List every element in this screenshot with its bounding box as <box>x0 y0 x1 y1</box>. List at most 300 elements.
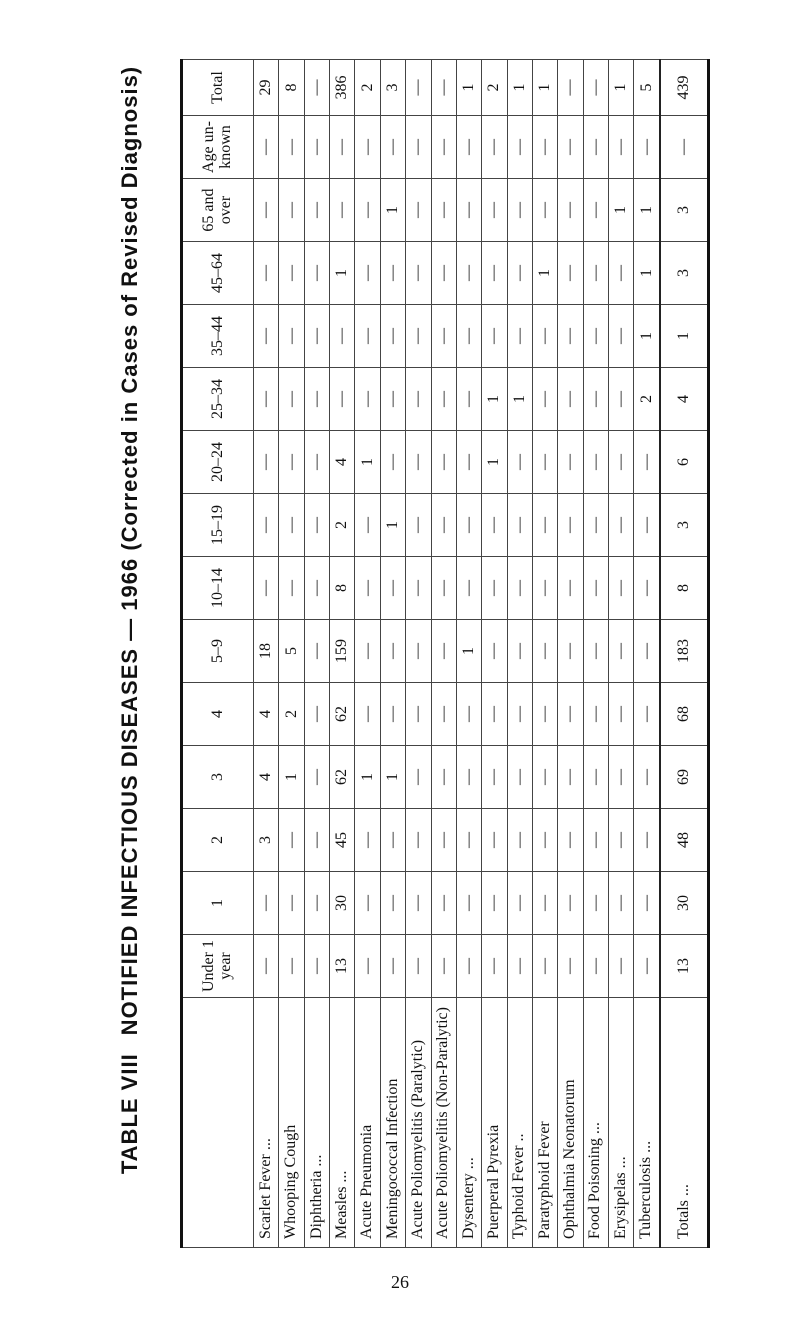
totals-row <box>660 60 709 1248</box>
table-cell: — <box>583 935 608 998</box>
table-cell: — <box>279 494 304 557</box>
table-cell: 1 <box>380 494 405 557</box>
table-cell: — <box>304 557 329 620</box>
table-body <box>254 60 709 1248</box>
table-cell: 30 <box>330 872 355 935</box>
table-cell: — <box>406 368 431 431</box>
table-cell: — <box>634 620 660 683</box>
table-cell: — <box>456 305 481 368</box>
table-cell: — <box>380 683 405 746</box>
table-cell: 8 <box>330 557 355 620</box>
table-cell: — <box>304 242 329 305</box>
table-cell: — <box>507 809 532 872</box>
header-disease <box>182 998 254 1248</box>
table-cell: — <box>330 116 355 179</box>
table-cell: — <box>532 746 557 809</box>
table-cell: — <box>532 683 557 746</box>
disease-name: Diphtheria ... <box>304 998 329 1248</box>
disease-name: Puerperal Pyrexia <box>482 998 507 1248</box>
table-cell: — <box>304 683 329 746</box>
table-cell: — <box>304 305 329 368</box>
table-cell: — <box>583 557 608 620</box>
table-cell: — <box>380 935 405 998</box>
table-cell: — <box>507 746 532 809</box>
table-cell: — <box>279 935 304 998</box>
header-cell: 3 <box>182 746 254 809</box>
table-cell: — <box>456 809 481 872</box>
table-cell: — <box>380 116 405 179</box>
disease-name: Typhoid Fever .. <box>507 998 532 1248</box>
table-cell: — <box>254 494 279 557</box>
totals-cell: 30 <box>660 872 709 935</box>
table-cell: — <box>355 935 380 998</box>
totals-cell: 183 <box>660 620 709 683</box>
table-cell: 45 <box>330 809 355 872</box>
disease-name: Ophthalmia Neonatorum <box>558 998 583 1248</box>
table-cell: — <box>532 935 557 998</box>
table-row <box>583 60 608 1248</box>
table-cell: — <box>609 809 634 872</box>
table-row <box>355 60 380 1248</box>
table-cell: 1 <box>609 179 634 242</box>
table-cell: — <box>380 242 405 305</box>
table-cell: — <box>279 872 304 935</box>
table-cell: — <box>634 746 660 809</box>
totals-cell: 4 <box>660 368 709 431</box>
table-cell: — <box>304 746 329 809</box>
table-cell: — <box>609 935 634 998</box>
table-cell: — <box>355 116 380 179</box>
table-cell: — <box>532 305 557 368</box>
table-cell: — <box>634 557 660 620</box>
table-cell: — <box>634 494 660 557</box>
disease-name: Acute Pneumonia <box>355 998 380 1248</box>
table-cell: — <box>609 116 634 179</box>
table-cell: — <box>507 116 532 179</box>
table-cell: — <box>634 683 660 746</box>
table-cell: — <box>431 116 456 179</box>
table-cell: 1 <box>456 620 481 683</box>
table-row <box>634 60 660 1248</box>
table-cell: — <box>507 557 532 620</box>
table-cell: — <box>558 809 583 872</box>
table-cell: — <box>380 431 405 494</box>
table-cell: 1 <box>380 179 405 242</box>
table-cell: — <box>431 179 456 242</box>
table-cell: — <box>558 305 583 368</box>
table-cell: — <box>431 809 456 872</box>
table-cell: — <box>355 305 380 368</box>
table-cell: — <box>583 305 608 368</box>
table-cell: — <box>456 242 481 305</box>
table-cell: — <box>254 242 279 305</box>
table-row <box>507 60 532 1248</box>
table-cell: 1 <box>482 368 507 431</box>
header-cell: 25–34 <box>182 368 254 431</box>
table-cell: 2 <box>634 368 660 431</box>
table-cell: — <box>456 746 481 809</box>
header-cell: 2 <box>182 809 254 872</box>
table-cell: — <box>304 116 329 179</box>
table-cell: 4 <box>330 431 355 494</box>
table-cell: 3 <box>254 809 279 872</box>
table-cell: — <box>406 60 431 116</box>
table-cell: — <box>431 746 456 809</box>
table-row <box>304 60 329 1248</box>
table-cell: — <box>304 809 329 872</box>
table-cell: — <box>355 557 380 620</box>
disease-name: Meningococcal Infection <box>380 998 405 1248</box>
table-cell: — <box>355 872 380 935</box>
table-cell: — <box>558 242 583 305</box>
table-cell: — <box>558 620 583 683</box>
table-cell: — <box>380 305 405 368</box>
disease-name: Measles ... <box>330 998 355 1248</box>
page-number: 26 <box>391 1272 409 1292</box>
table-cell: — <box>583 431 608 494</box>
table-cell: — <box>406 872 431 935</box>
table-cell: — <box>406 683 431 746</box>
table-cell: — <box>507 242 532 305</box>
totals-cell: 3 <box>660 179 709 242</box>
table-cell: — <box>254 179 279 242</box>
table-cell: — <box>532 809 557 872</box>
disease-name: Whooping Cough <box>279 998 304 1248</box>
totals-cell: — <box>660 116 709 179</box>
table-cell: — <box>355 620 380 683</box>
table-cell: — <box>482 305 507 368</box>
table-cell: 2 <box>482 60 507 116</box>
table-cell: — <box>279 116 304 179</box>
table-cell: 5 <box>634 60 660 116</box>
disease-name: Paratyphoid Fever <box>532 998 557 1248</box>
table-cell: 13 <box>330 935 355 998</box>
table-cell: — <box>507 935 532 998</box>
rotated-table-frame <box>180 71 710 1248</box>
table-cell: — <box>431 60 456 116</box>
table-cell: — <box>406 809 431 872</box>
table-cell: 5 <box>279 620 304 683</box>
table-cell: 386 <box>330 60 355 116</box>
table-cell: — <box>583 809 608 872</box>
table-cell: — <box>279 242 304 305</box>
table-row <box>380 60 405 1248</box>
table-cell: — <box>507 431 532 494</box>
table-cell: — <box>254 368 279 431</box>
table-cell: — <box>482 683 507 746</box>
header-cell: Under 1 year <box>182 935 254 998</box>
table-cell: — <box>456 116 481 179</box>
header-cell: 15–19 <box>182 494 254 557</box>
disease-name: Acute Poliomyelitis (Paralytic) <box>406 998 431 1248</box>
totals-cell: 8 <box>660 557 709 620</box>
totals-cell: 48 <box>660 809 709 872</box>
table-cell: — <box>304 431 329 494</box>
table-cell: — <box>609 557 634 620</box>
table-cell: — <box>558 431 583 494</box>
table-cell: — <box>431 557 456 620</box>
table-cell: — <box>380 368 405 431</box>
table-cell: — <box>634 809 660 872</box>
header-cell: 65 and over <box>182 179 254 242</box>
disease-name: Acute Poliomyelitis (Non-Paralytic) <box>431 998 456 1248</box>
table-cell: — <box>406 620 431 683</box>
totals-cell: 1 <box>660 305 709 368</box>
table-cell: 4 <box>254 746 279 809</box>
table-cell: — <box>634 935 660 998</box>
table-cell: — <box>558 746 583 809</box>
table-caption: NOTIFIED INFECTIOUS DISEASES — 1966 (Corrected in Cases of Revised Diagnosis) <box>117 65 142 1036</box>
table-cell: — <box>330 179 355 242</box>
totals-cell: 439 <box>660 60 709 116</box>
table-cell: — <box>583 746 608 809</box>
table-cell: — <box>431 620 456 683</box>
table-cell: — <box>406 116 431 179</box>
table-cell: 3 <box>380 60 405 116</box>
table-area <box>180 71 710 1248</box>
table-cell: — <box>254 872 279 935</box>
table-cell: — <box>532 431 557 494</box>
disease-name: Scarlet Fever ... <box>254 998 279 1248</box>
header-cell: 10–14 <box>182 557 254 620</box>
totals-cell: 6 <box>660 431 709 494</box>
table-cell: — <box>482 242 507 305</box>
table-cell: — <box>380 557 405 620</box>
table-cell: — <box>482 809 507 872</box>
table-cell: — <box>355 368 380 431</box>
table-cell: — <box>456 935 481 998</box>
table-cell: — <box>330 368 355 431</box>
table-cell: — <box>431 683 456 746</box>
table-cell: — <box>558 179 583 242</box>
table-cell: — <box>583 116 608 179</box>
table-title <box>105 65 155 1175</box>
table-cell: — <box>558 494 583 557</box>
table-cell: — <box>507 872 532 935</box>
table-cell: — <box>304 620 329 683</box>
table-cell: — <box>482 494 507 557</box>
header-cell: 5–9 <box>182 620 254 683</box>
table-cell: — <box>279 305 304 368</box>
table-cell: — <box>609 872 634 935</box>
table-cell: 1 <box>532 60 557 116</box>
table-cell: 8 <box>279 60 304 116</box>
header-cell: 4 <box>182 683 254 746</box>
table-cell: — <box>558 683 583 746</box>
table-row <box>532 60 557 1248</box>
disease-name: Dysentery ... <box>456 998 481 1248</box>
table-cell: — <box>254 935 279 998</box>
table-row <box>609 60 634 1248</box>
table-cell: — <box>583 60 608 116</box>
table-cell: — <box>304 60 329 116</box>
table-cell: — <box>406 242 431 305</box>
table-cell: — <box>532 368 557 431</box>
table-cell: 29 <box>254 60 279 116</box>
disease-name: Food Poisoning ... <box>583 998 608 1248</box>
table-cell: — <box>279 557 304 620</box>
table-cell: 1 <box>279 746 304 809</box>
table-cell: 1 <box>532 242 557 305</box>
table-cell: — <box>254 305 279 368</box>
table-cell: — <box>304 494 329 557</box>
table-cell: — <box>532 179 557 242</box>
table-cell: — <box>279 431 304 494</box>
totals-cell: 69 <box>660 746 709 809</box>
table-cell: — <box>456 431 481 494</box>
table-row <box>558 60 583 1248</box>
table-row <box>482 60 507 1248</box>
table-cell: — <box>431 242 456 305</box>
table-cell: — <box>279 809 304 872</box>
table-cell: 4 <box>254 683 279 746</box>
table-cell: — <box>279 179 304 242</box>
table-cell: 1 <box>634 305 660 368</box>
table-cell: 1 <box>380 746 405 809</box>
table-cell: 1 <box>355 431 380 494</box>
table-cell: — <box>254 557 279 620</box>
table-cell: 1 <box>507 368 532 431</box>
table-cell: — <box>583 242 608 305</box>
table-cell: — <box>532 116 557 179</box>
table-cell: — <box>583 683 608 746</box>
table-cell: — <box>583 872 608 935</box>
table-cell: — <box>558 116 583 179</box>
disease-name: Erysipelas ... <box>609 998 634 1248</box>
table-cell: — <box>634 431 660 494</box>
table-cell: — <box>532 557 557 620</box>
table-cell: — <box>583 620 608 683</box>
header-cell: 20–24 <box>182 431 254 494</box>
table-cell: — <box>558 557 583 620</box>
table-cell: — <box>482 746 507 809</box>
diseases-table <box>180 59 710 1248</box>
table-cell: — <box>355 242 380 305</box>
table-cell: 1 <box>609 60 634 116</box>
table-cell: — <box>431 305 456 368</box>
table-cell: — <box>406 746 431 809</box>
table-cell: — <box>380 620 405 683</box>
table-cell: — <box>507 620 532 683</box>
table-row <box>431 60 456 1248</box>
table-cell: — <box>406 557 431 620</box>
table-cell: 62 <box>330 683 355 746</box>
table-cell: — <box>406 179 431 242</box>
table-cell: — <box>355 683 380 746</box>
table-cell: — <box>482 116 507 179</box>
table-cell: — <box>482 179 507 242</box>
table-cell: — <box>532 872 557 935</box>
table-cell: — <box>609 494 634 557</box>
table-cell: — <box>482 557 507 620</box>
table-cell: — <box>456 179 481 242</box>
table-cell: 62 <box>330 746 355 809</box>
totals-cell: 13 <box>660 935 709 998</box>
header-cell: Age un-known <box>182 116 254 179</box>
table-cell: 2 <box>330 494 355 557</box>
table-cell: — <box>482 935 507 998</box>
table-cell: — <box>355 179 380 242</box>
header-row <box>182 60 254 1248</box>
totals-cell: 3 <box>660 494 709 557</box>
table-cell: — <box>456 494 481 557</box>
header-cell: Total <box>182 60 254 116</box>
table-cell: — <box>380 872 405 935</box>
table-cell: — <box>609 242 634 305</box>
totals-label: Totals ... <box>660 998 709 1248</box>
table-cell: 2 <box>355 60 380 116</box>
table-cell: — <box>482 872 507 935</box>
totals-cell: 3 <box>660 242 709 305</box>
table-cell: — <box>609 683 634 746</box>
table-cell: — <box>304 179 329 242</box>
table-cell: — <box>355 809 380 872</box>
header-cell: 35–44 <box>182 305 254 368</box>
table-cell: — <box>254 431 279 494</box>
table-cell: — <box>609 620 634 683</box>
table-cell: — <box>583 179 608 242</box>
table-cell: — <box>330 305 355 368</box>
table-cell: 1 <box>482 431 507 494</box>
table-cell: — <box>279 368 304 431</box>
table-cell: — <box>583 494 608 557</box>
table-row <box>456 60 481 1248</box>
table-cell: — <box>507 305 532 368</box>
table-cell: — <box>431 494 456 557</box>
table-cell: — <box>609 305 634 368</box>
table-cell: — <box>254 116 279 179</box>
table-cell: — <box>558 60 583 116</box>
table-cell: 1 <box>634 179 660 242</box>
table-cell: — <box>456 683 481 746</box>
table-cell: — <box>355 494 380 557</box>
table-cell: — <box>456 368 481 431</box>
table-cell: — <box>558 368 583 431</box>
table-cell: — <box>380 809 405 872</box>
table-cell: — <box>431 431 456 494</box>
table-cell: — <box>609 368 634 431</box>
table-cell: — <box>431 935 456 998</box>
table-number: TABLE VIII <box>117 1053 142 1175</box>
table-cell: — <box>558 935 583 998</box>
table-cell: — <box>431 872 456 935</box>
table-cell: — <box>558 872 583 935</box>
table-cell: — <box>406 431 431 494</box>
table-cell: — <box>456 872 481 935</box>
table-cell: — <box>304 872 329 935</box>
table-row <box>406 60 431 1248</box>
disease-name: Tuberculosis ... <box>634 998 660 1248</box>
table-cell: — <box>482 620 507 683</box>
table-cell: 1 <box>507 60 532 116</box>
table-cell: — <box>507 494 532 557</box>
table-row <box>279 60 304 1248</box>
table-cell: — <box>431 368 456 431</box>
table-row <box>330 60 355 1248</box>
table-cell: 18 <box>254 620 279 683</box>
table-cell: 159 <box>330 620 355 683</box>
table-cell: 1 <box>355 746 380 809</box>
table-row <box>254 60 279 1248</box>
table-cell: — <box>609 431 634 494</box>
table-cell: — <box>304 368 329 431</box>
table-cell: 1 <box>330 242 355 305</box>
table-cell: — <box>532 620 557 683</box>
table-cell: — <box>583 368 608 431</box>
table-cell: — <box>304 935 329 998</box>
table-cell: — <box>406 494 431 557</box>
table-cell: 2 <box>279 683 304 746</box>
